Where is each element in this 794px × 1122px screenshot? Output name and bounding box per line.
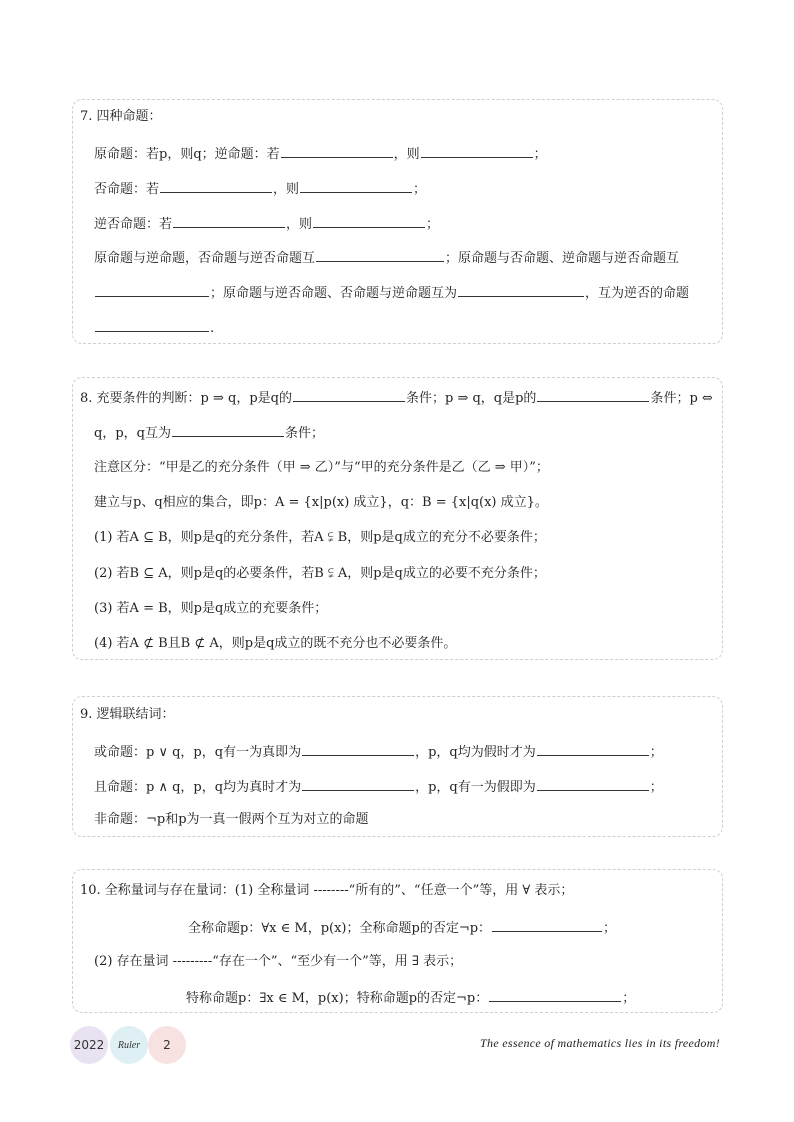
blank[interactable] xyxy=(492,918,602,932)
blank[interactable] xyxy=(300,179,412,193)
blank[interactable] xyxy=(172,423,284,437)
section-7-line-3: 逆否命题：若 ，则 ； xyxy=(94,214,439,234)
footer-year-badge: 2022 xyxy=(70,1026,108,1064)
blank[interactable] xyxy=(537,388,649,402)
section-10-line-3: (2) 存在量词 ---------“存在一个”、“至少有一个”等，用 ∃ 表示； xyxy=(94,954,463,969)
blank[interactable] xyxy=(293,388,405,402)
blank[interactable] xyxy=(421,144,533,158)
blank[interactable] xyxy=(95,318,209,332)
footer-page-number: 2 xyxy=(148,1026,186,1064)
section-8-line-4: 建立与p、q相应的集合，即p：A = {x|p(x) 成立}，q：B = {x|q(x) 成立}。 xyxy=(94,495,548,510)
footer-motto: The essence of mathematics lies in its freedom! xyxy=(480,1036,720,1050)
blank[interactable] xyxy=(313,214,425,228)
blank[interactable] xyxy=(281,144,393,158)
section-7-line-4: 原命题与逆命题，否命题与逆否命题互 ；原命题与否命题、逆命题与逆否命题互 xyxy=(94,248,679,268)
section-8-line-2: q，p，q互为 条件； xyxy=(94,423,324,443)
section-8-line-6: (2) 若B ⊆ A，则p是q的必要条件，若B ⫋ A，则p是q成立的必要不充分条件； xyxy=(94,566,546,581)
section-7-line-2: 否命题：若 ，则 ； xyxy=(94,179,426,199)
blank[interactable] xyxy=(489,988,621,1002)
blank[interactable] xyxy=(302,742,414,756)
section-9-title: 9. 逻辑联结词： xyxy=(80,707,175,722)
blank[interactable] xyxy=(173,214,285,228)
section-8-line-3: 注意区分：“甲是乙的充分条件（甲 ⇒ 乙）”与“甲的充分条件是乙（乙 ⇒ 甲）”； xyxy=(94,460,549,475)
blank[interactable] xyxy=(458,283,584,297)
footer-brand-badge: Ruler xyxy=(110,1026,148,1064)
section-9-line-2: 且命题：p ∧ q，p，q均为真时才为 ，p，q有一为假即为 ； xyxy=(94,777,663,797)
blank[interactable] xyxy=(537,777,649,791)
section-7-line-5: ；原命题与逆否命题、否命题与逆命题互为 ，互为逆否的命题 xyxy=(94,283,689,303)
section-9-line-1: 或命题：p ∨ q，p，q有一为真即为 ，p，q均为假时才为 ； xyxy=(94,742,663,762)
section-7-line-6: . xyxy=(94,318,214,338)
section-10-line-4: 特称命题p：∃x ∈ M，p(x)；特称命题p的否定¬p： ； xyxy=(186,988,635,1008)
blank[interactable] xyxy=(95,283,209,297)
section-10-line-1: 10. 全称量词与存在量词：(1) 全称量词 --------“所有的”、“任意一个”等，用 ∀ 表示； xyxy=(80,883,574,898)
section-8-line-7: (3) 若A = B，则p是q成立的充要条件； xyxy=(94,601,328,616)
section-7-line-1: 原命题：若p，则q；逆命题：若 ，则 ； xyxy=(94,144,547,164)
section-8-line-1: 8. 充要条件的判断：p ⇒ q，p是q的 条件；p ⇒ q，q是p的 条件；p ⇔ xyxy=(80,388,713,408)
section-7-title: 7. 四种命题： xyxy=(80,109,162,124)
blank[interactable] xyxy=(302,777,414,791)
section-10-line-2: 全称命题p：∀x ∈ M，p(x)；全称命题p的否定¬p： ； xyxy=(188,918,616,938)
section-9-line-3: 非命题：¬p和p为一真一假两个互为对立的命题 xyxy=(94,812,369,827)
blank[interactable] xyxy=(316,248,444,262)
section-8-line-8: (4) 若A ⊄ B且B ⊄ A，则p是q成立的既不充分也不必要条件。 xyxy=(94,636,457,651)
blank[interactable] xyxy=(160,179,272,193)
section-8-line-5: (1) 若A ⊆ B，则p是q的充分条件，若A ⫋ B，则p是q成立的充分不必要条件； xyxy=(94,530,546,545)
blank[interactable] xyxy=(537,742,649,756)
